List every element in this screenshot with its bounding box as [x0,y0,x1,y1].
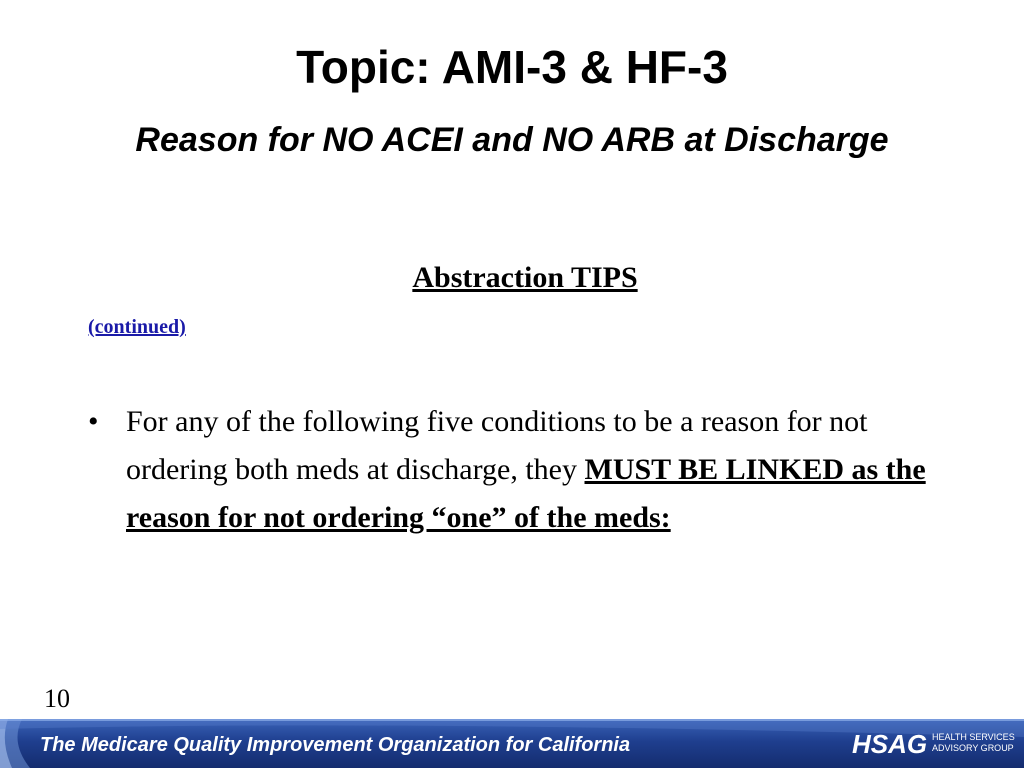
footer-bar [0,719,1024,768]
page-number: 10 [44,684,70,713]
continued-link[interactable]: (continued) [88,316,186,338]
bullet-marker: • [88,405,99,438]
bullet-item [88,398,968,542]
bullet-text-plain: For any of the following five conditions to be a reason for not ordering both meds at discharge, they [126,405,868,486]
footer-tagline: The Medicare Quality Improvement Organization for California [40,734,631,756]
section-heading: Abstraction TIPS [412,261,638,294]
logo-subtitle [932,732,1015,754]
slide-subtitle: Reason for NO ACEI and NO ARB at Discharge [135,121,889,159]
logo-subtitle-line1: HEALTH SERVICES [932,732,1015,742]
hsag-logo [852,728,1015,760]
bullet-text-emphasis: MUST BE LINKED as the reason for not ordering “one” of the meds: [126,453,926,534]
bullet-text [126,398,968,542]
logo-word: HSAG [852,729,928,759]
logo-subtitle-line2: ADVISORY GROUP [932,743,1014,753]
slide-title: Topic: AMI-3 & HF-3 [296,41,728,93]
